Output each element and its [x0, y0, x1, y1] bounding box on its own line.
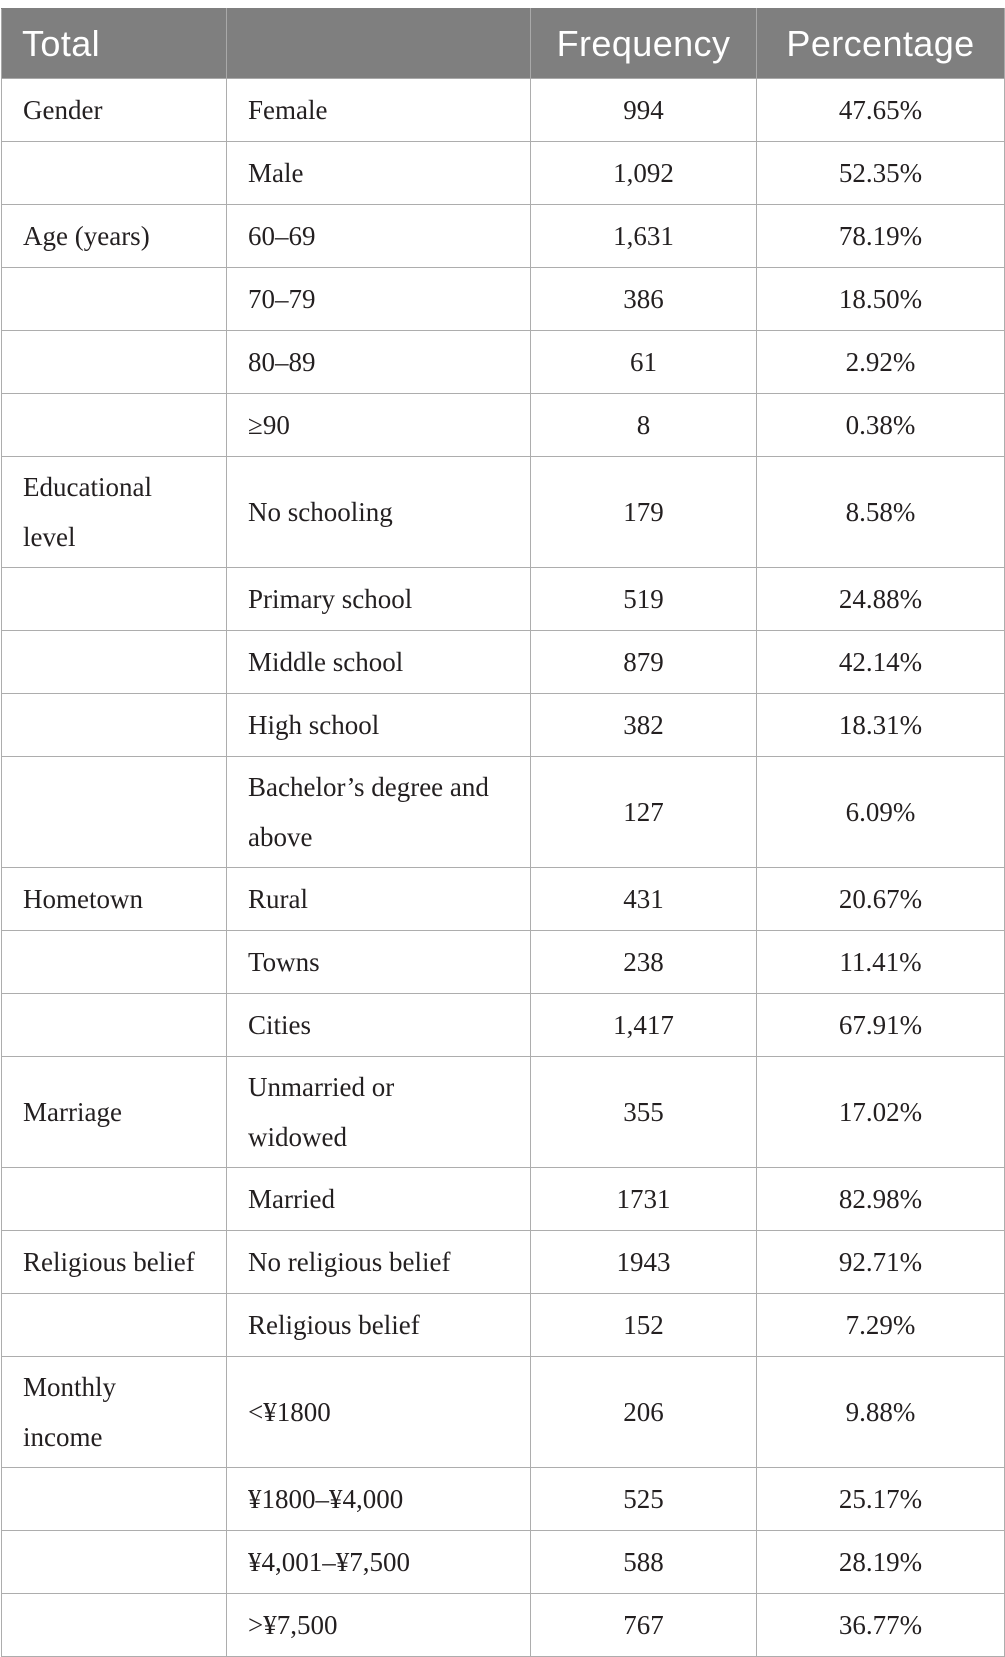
table-row	[2, 568, 1005, 631]
cell-percentage: 36.77%	[757, 1594, 1005, 1657]
cell-percentage: 28.19%	[757, 1531, 1005, 1594]
cell-percentage: 24.88%	[757, 568, 1005, 631]
cell-category: Religious belief	[2, 1231, 227, 1294]
cell-category	[2, 1294, 227, 1357]
table-row	[2, 694, 1005, 757]
table-row	[2, 1594, 1005, 1657]
cell-frequency: 386	[531, 268, 757, 331]
cell-category	[2, 631, 227, 694]
cell-percentage: 18.50%	[757, 268, 1005, 331]
cell-percentage: 8.58%	[757, 457, 1005, 568]
cell-subcategory: ¥1800–¥4,000	[227, 1468, 531, 1531]
cell-category: Age (years)	[2, 205, 227, 268]
cell-subcategory: Bachelor’s degree and above	[227, 757, 531, 868]
table-row	[2, 1231, 1005, 1294]
cell-category	[2, 1594, 227, 1657]
table-row	[2, 868, 1005, 931]
header-subcategory	[227, 9, 531, 79]
cell-category	[2, 1531, 227, 1594]
cell-percentage: 0.38%	[757, 394, 1005, 457]
cell-category	[2, 694, 227, 757]
cell-subcategory: <¥1800	[227, 1357, 531, 1468]
cell-frequency: 61	[531, 331, 757, 394]
cell-category-text: Monthly income	[23, 1372, 117, 1452]
cell-subcategory: 70–79	[227, 268, 531, 331]
table-row	[2, 931, 1005, 994]
cell-percentage: 18.31%	[757, 694, 1005, 757]
cell-percentage: 7.29%	[757, 1294, 1005, 1357]
cell-subcategory: Male	[227, 142, 531, 205]
cell-frequency: 1,417	[531, 994, 757, 1057]
table-row	[2, 457, 1005, 568]
cell-frequency: 206	[531, 1357, 757, 1468]
table-row	[2, 1294, 1005, 1357]
cell-subcategory: >¥7,500	[227, 1594, 531, 1657]
cell-subcategory: Rural	[227, 868, 531, 931]
cell-percentage: 25.17%	[757, 1468, 1005, 1531]
cell-category	[2, 757, 227, 868]
header-total: Total	[2, 9, 227, 79]
cell-category	[2, 568, 227, 631]
cell-subcategory: Towns	[227, 931, 531, 994]
cell-subcategory: Married	[227, 1168, 531, 1231]
cell-frequency: 152	[531, 1294, 757, 1357]
cell-subcategory: Middle school	[227, 631, 531, 694]
cell-percentage: 52.35%	[757, 142, 1005, 205]
table-row	[2, 1531, 1005, 1594]
cell-subcategory: 60–69	[227, 205, 531, 268]
cell-subcategory-text: Unmarried or widowed	[248, 1072, 395, 1152]
cell-subcategory: Primary school	[227, 568, 531, 631]
cell-subcategory: High school	[227, 694, 531, 757]
cell-subcategory: Cities	[227, 994, 531, 1057]
header-percentage: Percentage	[757, 9, 1005, 79]
table-row	[2, 1468, 1005, 1531]
cell-category	[2, 1357, 227, 1468]
cell-category	[2, 268, 227, 331]
cell-subcategory: Female	[227, 79, 531, 142]
cell-subcategory: ¥4,001–¥7,500	[227, 1531, 531, 1594]
cell-category-text: Educational level	[23, 472, 152, 552]
cell-percentage: 82.98%	[757, 1168, 1005, 1231]
table-row	[2, 331, 1005, 394]
cell-frequency: 355	[531, 1057, 757, 1168]
cell-frequency: 238	[531, 931, 757, 994]
table-row	[2, 994, 1005, 1057]
cell-subcategory: Religious belief	[227, 1294, 531, 1357]
cell-subcategory: ≥90	[227, 394, 531, 457]
cell-percentage: 2.92%	[757, 331, 1005, 394]
cell-category	[2, 1168, 227, 1231]
header-frequency: Frequency	[531, 9, 757, 79]
cell-subcategory	[227, 1057, 531, 1168]
table-row	[2, 1168, 1005, 1231]
table-row	[2, 205, 1005, 268]
cell-frequency: 8	[531, 394, 757, 457]
table-row	[2, 79, 1005, 142]
cell-frequency: 127	[531, 757, 757, 868]
cell-frequency: 1731	[531, 1168, 757, 1231]
table-row	[2, 1057, 1005, 1168]
cell-frequency: 179	[531, 457, 757, 568]
cell-category	[2, 931, 227, 994]
cell-subcategory: 80–89	[227, 331, 531, 394]
cell-frequency: 588	[531, 1531, 757, 1594]
cell-percentage: 11.41%	[757, 931, 1005, 994]
cell-category: Gender	[2, 79, 227, 142]
cell-frequency: 879	[531, 631, 757, 694]
table-row	[2, 757, 1005, 868]
cell-percentage: 20.67%	[757, 868, 1005, 931]
cell-percentage: 67.91%	[757, 994, 1005, 1057]
cell-frequency: 431	[531, 868, 757, 931]
cell-frequency: 994	[531, 79, 757, 142]
cell-percentage: 92.71%	[757, 1231, 1005, 1294]
cell-percentage: 47.65%	[757, 79, 1005, 142]
cell-category: Hometown	[2, 868, 227, 931]
cell-percentage: 9.88%	[757, 1357, 1005, 1468]
cell-category: Marriage	[2, 1057, 227, 1168]
cell-category	[2, 331, 227, 394]
cell-subcategory: No schooling	[227, 457, 531, 568]
cell-percentage: 17.02%	[757, 1057, 1005, 1168]
cell-category	[2, 1468, 227, 1531]
cell-category	[2, 457, 227, 568]
cell-percentage: 6.09%	[757, 757, 1005, 868]
cell-category	[2, 994, 227, 1057]
cell-frequency: 767	[531, 1594, 757, 1657]
table-row	[2, 631, 1005, 694]
cell-frequency: 1943	[531, 1231, 757, 1294]
cell-frequency: 382	[531, 694, 757, 757]
table-row	[2, 142, 1005, 205]
table-row	[2, 1357, 1005, 1468]
demographics-table	[1, 8, 1005, 1657]
cell-percentage: 42.14%	[757, 631, 1005, 694]
table-row	[2, 394, 1005, 457]
cell-category	[2, 394, 227, 457]
cell-frequency: 519	[531, 568, 757, 631]
cell-frequency: 525	[531, 1468, 757, 1531]
table-header-row	[2, 9, 1005, 79]
cell-frequency: 1,092	[531, 142, 757, 205]
cell-percentage: 78.19%	[757, 205, 1005, 268]
cell-subcategory: No religious belief	[227, 1231, 531, 1294]
cell-frequency: 1,631	[531, 205, 757, 268]
table-row	[2, 268, 1005, 331]
cell-category	[2, 142, 227, 205]
